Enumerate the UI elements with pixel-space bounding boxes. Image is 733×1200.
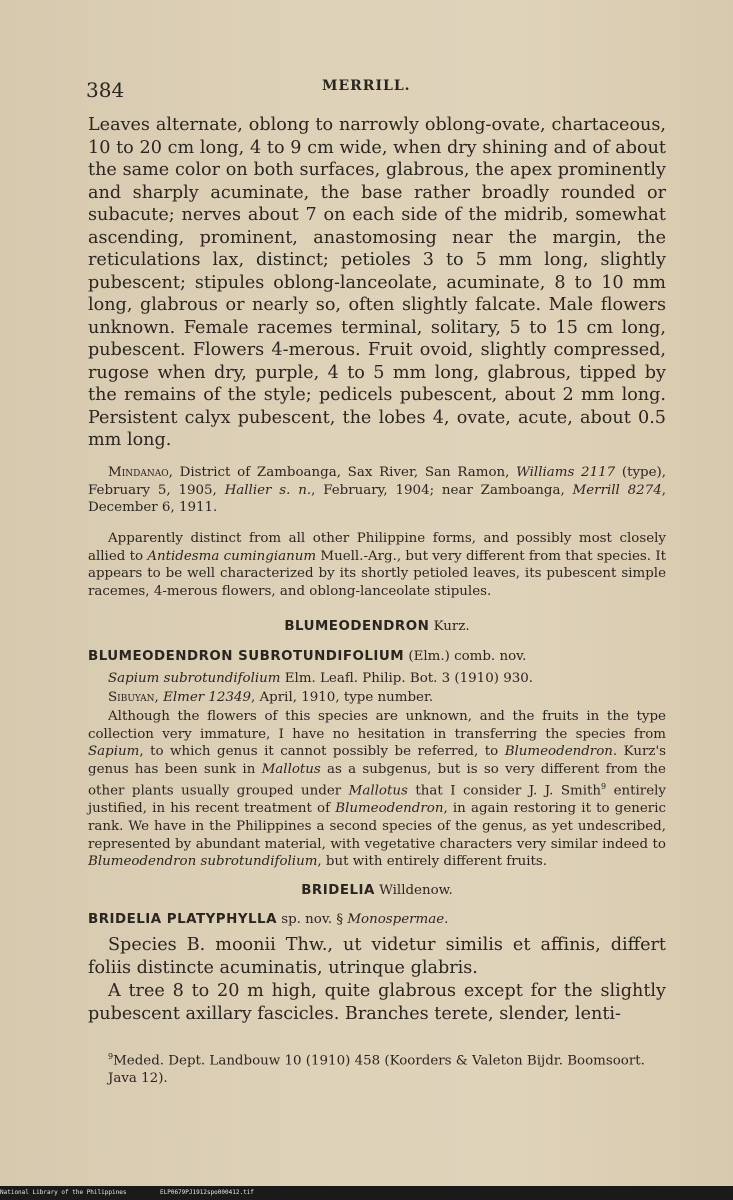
description-paragraph: A tree 8 to 20 m high, quite glabrous except for the slightly pubescent axillary fascicles. Branches terete, slender, lenti- <box>88 981 666 1024</box>
footnote-text: Meded. Dept. Landbouw 10 (1910) 458 (Koorders & Valeton Bijdr. Boomsoort. Java 12). <box>108 1053 645 1087</box>
section-name: Monospermae. <box>347 912 449 927</box>
page-number: 384 <box>86 78 125 102</box>
discussion-paragraph: Apparently distinct from all other Philippine forms, and possibly most closely allied to Antidesma cumingianum Muell.-Arg., but very different from that species. It appears to be well characterized by its shortly petioled leaves, its pubescent simple racemes, 4-merous flowers, and oblong-lanceolate stipules. <box>88 531 666 599</box>
region-name: Mindanao <box>108 465 169 480</box>
species-description: Leaves alternate, oblong to narrowly oblong-ovate, chartaceous, 10 to 20 cm long, 4 to 9 cm wide, when dry shining and of about the same color on both surfaces, glabrous, the apex prominently and sharply acuminate, the base rather broadly rounded or subacute; nerves about 7 on each side of the midrib, somewhat ascending, prominent, anastomosing near the margin, the reticulations lax, distinct; petioles 3 to 5 mm long, slightly pubescent; stipules oblong-lanceolate, acuminate, 8 to 10 mm long, glabrous or nearly so, often slightly falcate. Male flowers unknown. Female racemes terminal, solitary, 5 to 15 cm long, pubescent. Flowers 4-merous. Fruit ovoid, slightly compressed, rugose when dry, purple, 4 to 5 mm long, glabrous, tipped by the remains of the style; pedicels pubescent, about 2 mm long. Persistent calyx pubescent, the lobes 4, ovate, acute, about 0.5 mm long. <box>88 115 666 450</box>
discussion-paragraph: Although the flowers of this species are unknown, and the fruits in the type collection very immature, I have no hesitation in transferring the species from Sapium, to which genus it cannot possibly be referred, to Blumeodendron. Kurz's genus has been sunk in Mallotus as a subgenus, but is so very different from the other plants usually grouped under Mallotus that I consider J. J. Smith$^9$ entirely justified, in his recent treatment of Blumeodendron, in again restoring it to generic rank. We have in the Philippines a second species of the genus, as yet undescribed, represented by abundant material, with vegetative characters very similar indeed to Blumeodendron subrotundifolium, but with entirely different fruits. <box>88 709 666 870</box>
genus-name: BLUMEODENDRON <box>284 619 430 634</box>
basionym: Sapium subrotundifolium <box>108 671 281 686</box>
species-author: (Elm.) comb. nov. <box>404 649 527 664</box>
scan-info-bar <box>0 1186 733 1200</box>
genus-author: Willdenow. <box>374 883 453 898</box>
latin-diagnosis: Species B. moonii Thw., ut videtur similis et affinis, differt foliis distincte acuminatis, utrinque glabris. <box>88 935 666 978</box>
species-ref: Antidesma cumingianum <box>147 548 317 564</box>
species-heading <box>88 648 666 666</box>
collector-ref: Merrill 8274 <box>572 482 662 498</box>
genus-name: BRIDELIA <box>301 883 375 898</box>
genus-author: Kurz. <box>429 619 470 634</box>
collector-ref: Hallier s. n. <box>224 482 312 498</box>
library-label: National Library of the Philippines <box>0 1189 127 1196</box>
file-name: ELP0679PJ1912spo000412.tif <box>160 1189 254 1196</box>
species-name: BRIDELIA PLATYPHYLLA <box>88 912 277 927</box>
footnote-ref: 9 <box>601 782 607 792</box>
species-heading: BRIDELIA PLATYPHYLLA sp. nov. § Monospermae. <box>88 912 449 927</box>
running-title: MERRILL. <box>322 78 411 94</box>
basionym-citation: Sapium subrotundifolium Elm. Leafl. Philip. Bot. 3 (1910) 930. <box>108 671 534 686</box>
species-name: BLUMEODENDRON SUBROTUNDIFOLIUM <box>88 649 405 664</box>
specimen-citation: Sibuyan, Elmer 12349, April, 1910, type number. <box>108 690 434 705</box>
footnote <box>88 1048 666 1088</box>
page-header <box>86 78 666 106</box>
genus-heading <box>88 618 666 636</box>
specimen-citation: Mindanao, District of Zamboanga, Sax River, San Ramon, Williams 2117 (type), February 5, 1905, Hallier s. n., February, 1904; near Zamboanga, Merrill 8274, December 6, 1911. <box>88 465 666 516</box>
collector-ref: Elmer 12349 <box>163 690 251 705</box>
genus-heading <box>88 882 666 900</box>
footnote-mark: 9 <box>108 1052 114 1061</box>
region-name: Sibuyan <box>108 690 155 705</box>
collector-ref: Williams 2117 <box>516 465 616 480</box>
